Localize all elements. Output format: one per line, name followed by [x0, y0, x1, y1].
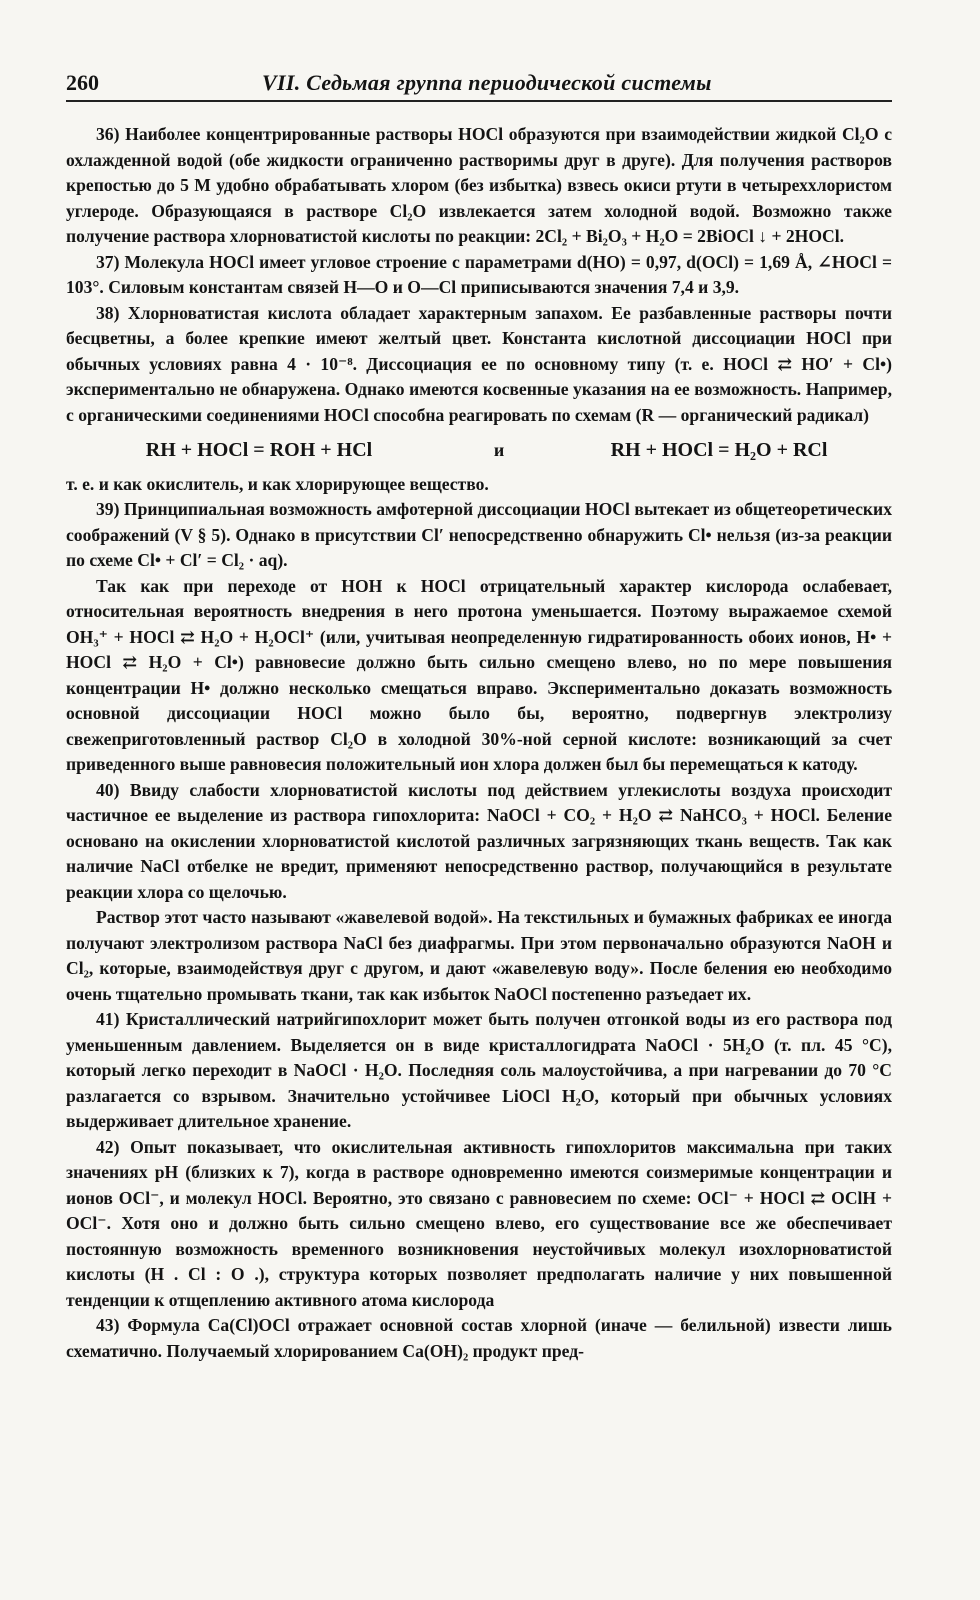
paragraph-39-cont: Так как при переходе от HOH к HOCl отрицательный характер кислорода ослабевает, относительная вероятность внедрения в него протона уменьшается. Поэтому выражаемое схемой OH₃⁺ + HOCl ⇄ H₂O + H₂OCl⁺ (или, учитывая неопределенную гидратированность обоих ионов, H• + HOCl ⇄ H₂O + Cl•) равновесие должно быть сильно смещено влево, но по мере повышения концентрации H• должно несколько смещаться вправо. Экспериментально доказать возможность основной диссоциации HOCl можно было бы, вероятно, подвергнув электролизу свежеприготовленный раствор Cl₂O в холодной 30%-ной серной кислоте: возникающий за счет приведенного выше равновесия положительный ион хлора должен был бы перемещаться к катоду. — [66, 575, 892, 774]
reaction-schemes — [66, 438, 892, 464]
page-number: 260 — [66, 70, 99, 95]
paragraph-42: 42) Опыт показывает, что окислительная активность гипохлоритов максимальна при таких значениях pH (близких к 7), когда в растворе одновременно имеются соизмеримые концентрации и ионов OCl⁻, и молекул HOCl. Вероятно, это связано с равновесием по схеме: OCl⁻ + HOCl ⇄ OClH + OCl⁻. Хотя оно и должно быть сильно смещено влево, его существование все же обеспечивает постоянную возможность временного возникновения неустойчивых молекул изохлорноватистой кислоты (H . Cl : O .), структура которых позволяет предполагать наличие у них повышенной тенденции к отщеплению активного атома кислорода — [66, 1136, 892, 1310]
reaction-conjunction: и — [493, 440, 505, 460]
paragraph-43: 43) Формула Ca(Cl)OCl отражает основной состав хлорной (иначе — белильной) извести лишь схематично. Получаемый хлорированием Ca(OH)₂ продукт пред- — [66, 1315, 892, 1361]
reaction-scheme-chlorination: RH + HOCl = H₂O + RCl — [610, 439, 828, 461]
page-header — [66, 70, 892, 102]
page-body — [66, 122, 892, 1364]
reaction-scheme-oxidation: RH + HOCl = ROH + HCl — [145, 439, 373, 461]
running-title: VII. Седьмая группа периодической системы — [262, 70, 712, 95]
paragraph-40-cont: Раствор этот часто называют «жавелевой водой». На текстильных и бумажных фабриках ее иногда получают электролизом раствора NaCl без диафрагмы. При этом первоначально образуются NaOH и Cl₂, которые, взаимодействуя друг с другом, и дают «жавелевую воду». После беления ею необходимо очень тщательно промывать ткани, так как избыток NaOCl постепенно разъедает их. — [66, 907, 892, 1004]
paragraph-37: 37) Молекула HOCl имеет угловое строение с параметрами d(HO) = 0,97, d(OCl) = 1,69 Å, ∠HOCl = 103°. Силовым константам связей H—O и O—Cl приписываются значения 7,4 и 3,9. — [66, 251, 892, 297]
paragraph-40: 40) Ввиду слабости хлорноватистой кислоты под действием углекислоты воздуха происходит частичное ее выделение из раствора гипохлорита: NaOCl + CO₂ + H₂O ⇄ NaHCO₃ + HOCl. Беление основано на окислении хлорноватистой кислотой различных загрязняющих ткань веществ. Так как наличие NaCl отбелке не вредит, применяют непосредственно раствор, получающийся в результате реакции хлора со щелочью. — [66, 779, 892, 902]
paragraph-38: 38) Хлорноватистая кислота обладает характерным запахом. Ее разбавленные растворы почти бесцветны, а более крепкие имеют желтый цвет. Константа кислотной диссоциации HOCl при обычных условиях равна 4 · 10⁻⁸. Диссоциация ее по основному типу (т. е. HOCl ⇄ HO′ + Cl•) экспериментально не обнаружена. Однако имеются косвенные указания на ее возможность. Например, с органическими соединениями HOCl способна реагировать по схемам (R — органический радикал) — [66, 302, 892, 425]
paragraph-39: 39) Принципиальная возможность амфотерной диссоциации HOCl вытекает из общетеоретических соображений (V § 5). Однако в присутствии Cl′ непосредственно обнаружить Cl• нельзя (из-за реакции по схеме Cl• + Cl′ = Cl₂ · aq). — [66, 499, 892, 570]
paragraph-38-end: т. е. и как окислитель, и как хлорирующее вещество. — [66, 473, 489, 494]
paragraph-36: 36) Наиболее концентрированные растворы HOCl образуются при взаимодействии жидкой Cl₂O с охлажденной водой (обе жидкости ограниченно растворимы друг в друге). Для получения растворов крепостью до 5 M удобно обрабатывать хлором (без избытка) взвесь окиси ртути в четыреххлористом углероде. Образующаяся в растворе Cl₂O извлекается затем холодной водой. Возможно также получение раствора хлорноватистой кислоты по реакции: 2Cl₂ + Bi₂O₃ + H₂O = 2BiOCl ↓ + 2HOCl. — [66, 124, 892, 246]
paragraph-41: 41) Кристаллический натрийгипохлорит может быть получен отгонкой воды из его раствора под уменьшенным давлением. Выделяется он в виде кристаллогидрата NaOCl · 5H₂O (т. пл. 45 °C), который легко переходит в NaOCl · H₂O. Последняя соль малоустойчива, а при нагревании до 70 °C разлагается со взрывом. Значительно устойчивее LiOCl H₂O, который при обычных условиях выдерживает длительное хранение. — [66, 1009, 892, 1131]
